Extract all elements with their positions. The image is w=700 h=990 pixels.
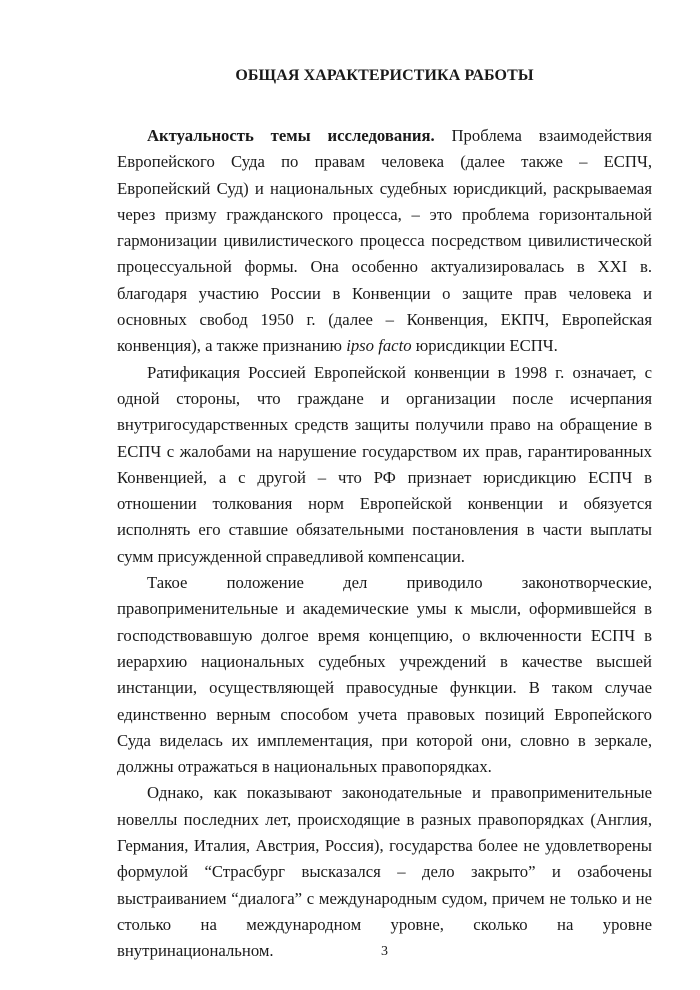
paragraph-relevance <box>117 123 652 360</box>
document-page <box>117 0 652 990</box>
paragraph-dialogue: Однако, как показывают законодательные и правоприменительные новеллы последних лет, происходящие в разных правопорядках (Англия, Германия, Италия, Австрия, Россия), государства более не удовлетворены формулой “Страсбург высказался – дело закрыто” и озабочены выстраиванием “диалога” с международным судом, причем не только и не столько на международном уровне, сколько на уровне внутринациональном. <box>117 783 652 961</box>
paragraph-text: Проблема взаимодействия Европейского Суда по правам человека (далее также – ЕСПЧ, Европейский Суд) и национальных судебных юрисдикций, раскрываемая через призму гражданского процесса, – это проблема горизонтальной гармонизации цивилистического процесса посредством цивилистической процессуальной формы. Она особенно актуализировалась в XXI в. благодаря участию России в Конвенции о защите прав человека и основных свобод 1950 г. (далее – Конвенция, ЕКПЧ, Европейская конвенция), а также признанию <box>117 126 652 356</box>
relevance-heading: Актуальность темы исследования. <box>147 126 435 145</box>
paragraph-concept: Такое положение дел приводило законотворческие, правоприменительные и академические умы к мысли, оформившейся в господствовавшую долгое время концепцию, о включенности ЕСПЧ в иерархию национальных судебных учреждений в качестве высшей инстанции, осуществляющей правосудные функции. В таком случае единственно верным способом учета правовых позиций Европейского Суда виделась их имплементация, при которой они, словно в зеркале, должны отражаться в национальных правопорядках. <box>117 573 652 777</box>
page-number: 3 <box>381 944 388 959</box>
paragraph-ratification: Ратификация Россией Европейской конвенции в 1998 г. означает, с одной стороны, что граждане и организации после исчерпания внутригосударственных средств защиты получили право на обращение в ЕСПЧ с жалобами на нарушение государством их прав, гарантированных Конвенцией, а с другой – что РФ признает юрисдикцию ЕСПЧ в отношении толкования норм Европейской конвенции и обязуется исполнять его ставшие обязательными постановления в части выплаты сумм присужденной справедливой компенсации. <box>117 362 652 566</box>
document-title: ОБЩАЯ ХАРАКТЕРИСТИКА РАБОТЫ <box>235 67 534 84</box>
latin-term: ipso facto <box>346 336 412 356</box>
paragraph-text: юрисдикции ЕСПЧ. <box>411 336 558 356</box>
document-body <box>117 123 652 965</box>
